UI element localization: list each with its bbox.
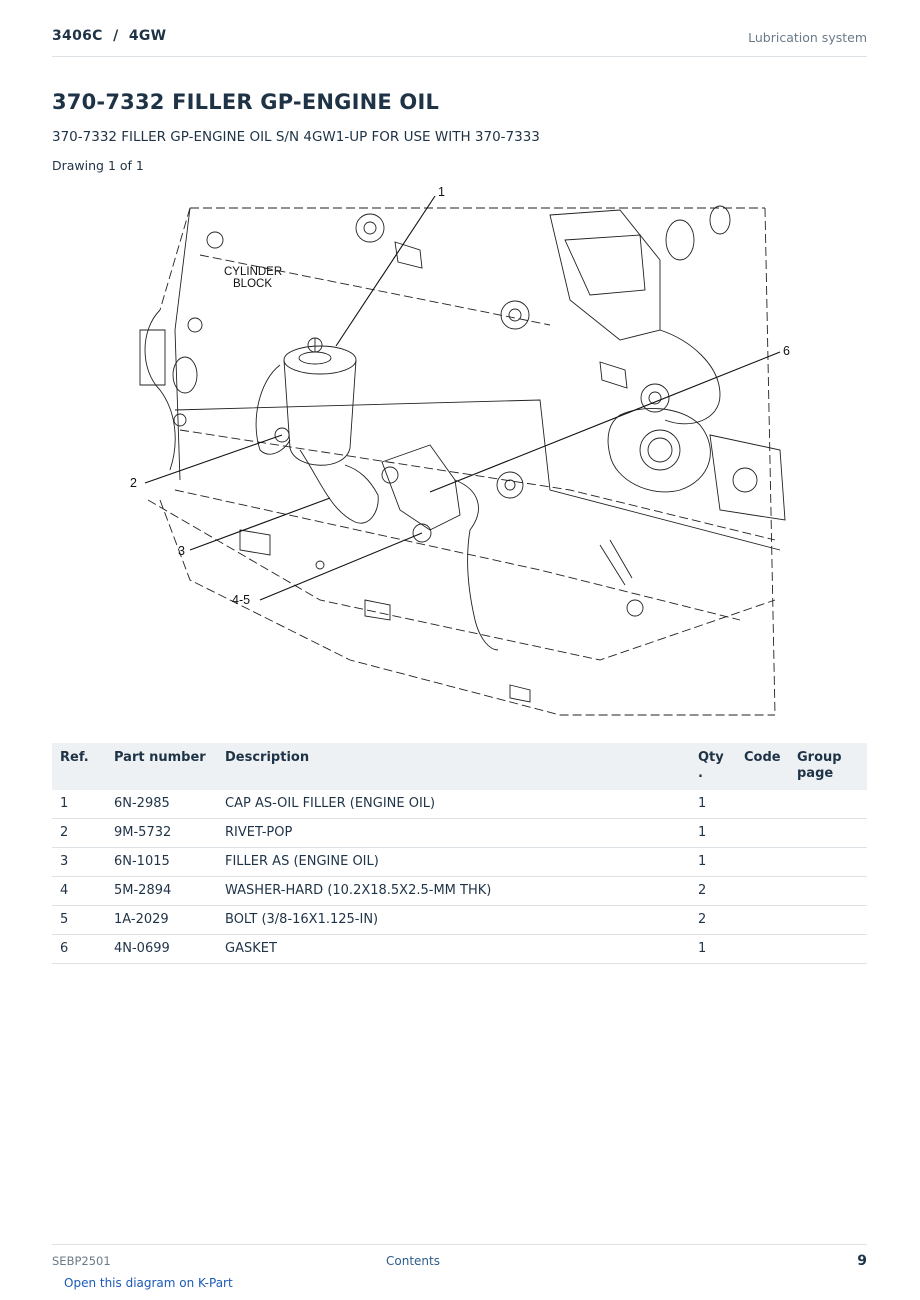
table-row: [52, 848, 867, 877]
header-group-page: Group page: [789, 743, 867, 790]
table-row: [52, 877, 867, 906]
cylinder-block-label-line1: CYLINDER: [224, 266, 283, 278]
cell-part-number: 1A-2029: [106, 906, 217, 935]
callout-2: 2: [130, 476, 137, 490]
header-ref: Ref.: [52, 743, 106, 790]
cell-part-number: 9M-5732: [106, 819, 217, 848]
cell-part-number: 4N-0699: [106, 935, 217, 964]
cell-code: [736, 819, 789, 848]
header-description: Description: [217, 743, 690, 790]
header-code: Code: [736, 743, 789, 790]
page-footer: [52, 1244, 867, 1275]
callout-3: 3: [178, 544, 185, 558]
cell-part-number: 6N-1015: [106, 848, 217, 877]
cell-qty: 1: [690, 935, 736, 964]
document-number: SEBP2501: [52, 1254, 111, 1268]
cell-ref: 3: [52, 848, 106, 877]
cell-group-page: [789, 790, 867, 819]
cylinder-block-label-line2: BLOCK: [233, 278, 272, 290]
cell-ref: 4: [52, 877, 106, 906]
cell-part-number: 5M-2894: [106, 877, 217, 906]
cell-ref: 1: [52, 790, 106, 819]
table-row: [52, 906, 867, 935]
contents-link[interactable]: Contents: [386, 1254, 440, 1268]
page-subtitle: 370-7332 FILLER GP-ENGINE OIL S/N 4GW1-UP FOR USE WITH 370-7333: [52, 129, 540, 145]
cell-part-number: 6N-2985: [106, 790, 217, 819]
cell-code: [736, 877, 789, 906]
model-label: 3406C / 4GW: [52, 28, 167, 44]
drawing-count: Drawing 1 of 1: [52, 158, 144, 173]
header-part-number: Part number: [106, 743, 217, 790]
cell-group-page: [789, 848, 867, 877]
page-title: 370-7332 FILLER GP-ENGINE OIL: [52, 90, 440, 114]
cell-description: RIVET-POP: [217, 819, 690, 848]
table-row: [52, 819, 867, 848]
table-row: [52, 935, 867, 964]
callout-1: 1: [438, 185, 445, 199]
cell-ref: 2: [52, 819, 106, 848]
table-header-row: [52, 743, 867, 790]
parts-diagram: [120, 180, 800, 725]
cell-group-page: [789, 819, 867, 848]
header-qty: Qty .: [690, 743, 736, 790]
cell-description: GASKET: [217, 935, 690, 964]
cell-ref: 6: [52, 935, 106, 964]
cell-group-page: [789, 877, 867, 906]
cell-group-page: [789, 906, 867, 935]
callout-6: 6: [783, 344, 790, 358]
cell-qty: 1: [690, 790, 736, 819]
cell-description: FILLER AS (ENGINE OIL): [217, 848, 690, 877]
page-header: [52, 28, 867, 57]
cell-description: BOLT (3/8-16X1.125-IN): [217, 906, 690, 935]
cell-code: [736, 906, 789, 935]
cell-description: WASHER-HARD (10.2X18.5X2.5-MM THK): [217, 877, 690, 906]
kpart-link[interactable]: Open this diagram on K-Part: [64, 1276, 233, 1290]
cell-description: CAP AS-OIL FILLER (ENGINE OIL): [217, 790, 690, 819]
callout-4-5: 4-5: [232, 593, 251, 607]
cell-qty: 2: [690, 877, 736, 906]
cell-qty: 2: [690, 906, 736, 935]
parts-table: [52, 743, 867, 964]
cell-group-page: [789, 935, 867, 964]
page-number: 9: [857, 1253, 867, 1269]
cell-qty: 1: [690, 848, 736, 877]
cell-ref: 5: [52, 906, 106, 935]
table-row: [52, 790, 867, 819]
section-label: Lubrication system: [748, 30, 867, 45]
cell-code: [736, 935, 789, 964]
cell-code: [736, 790, 789, 819]
cell-code: [736, 848, 789, 877]
cell-qty: 1: [690, 819, 736, 848]
